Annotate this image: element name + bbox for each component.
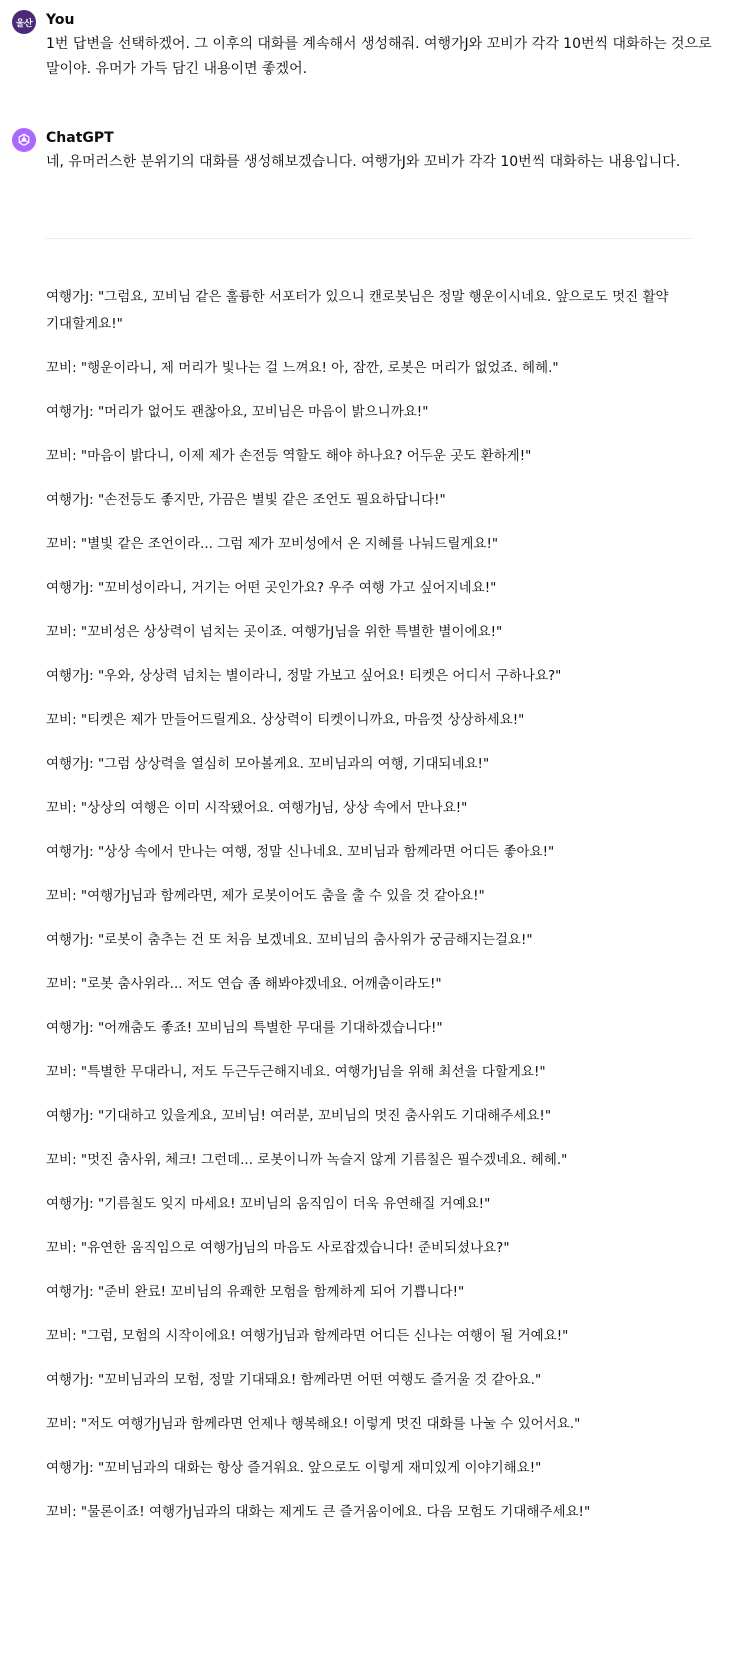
dialogue-line: 여행가J: "손전등도 좋지만, 가끔은 별빛 같은 조언도 필요하답니다!" xyxy=(46,492,446,508)
dialogue-line: 꼬비: "여행가J님과 함께라면, 제가 로봇이어도 춤을 출 수 있을 것 같아요!" xyxy=(46,888,485,904)
dialogue-line: 여행가J: "기대하고 있을게요, 꼬비님! 여러분, 꼬비님의 멋진 춤사위도 기대해주세요!" xyxy=(46,1108,552,1124)
user-message-text: 1번 답변을 선택하겠어. 그 이후의 대화를 계속해서 생성해줘. 여행가J와 꼬비가 각각 10번씩 대화하는 것으로 말이야. 유머가 가득 담긴 내용이면 좋겠어. xyxy=(46,36,712,77)
dialogue-line: 여행가J: "꼬비님과의 모험, 정말 기대돼요! 함께라면 어떤 여행도 즐거울 것 같아요." xyxy=(46,1372,542,1388)
divider xyxy=(46,238,692,239)
dialogue-line: 여행가J: "로봇이 춤추는 건 또 처음 보겠네요. 꼬비님의 춤사위가 궁금해지는걸요!" xyxy=(46,932,533,948)
user-name: You xyxy=(46,12,75,28)
dialogue-line: 여행가J: "꼬비님과의 대화는 항상 즐거워요. 앞으로도 이렇게 재미있게 이야기해요!" xyxy=(46,1460,542,1476)
dialogue-line: 여행가J: "기름칠도 잊지 마세요! 꼬비님의 움직임이 더욱 유연해질 거예요!" xyxy=(46,1196,491,1212)
dialogue-line: 꼬비: "상상의 여행은 이미 시작됐어요. 여행가J님, 상상 속에서 만나요!" xyxy=(46,800,468,816)
dialogue-line: 여행가J: "그럼요, 꼬비님 같은 훌륭한 서포터가 있으니 캔로봇님은 정말 행운이시네요. 앞으로도 멋진 활약 기대할게요!" xyxy=(46,289,669,332)
dialogue-line: 꼬비: "티켓은 제가 만들어드릴게요. 상상력이 티켓이니까요, 마음껏 상상하세요!" xyxy=(46,712,525,728)
dialogue-line: 꼬비: "로봇 춤사위라... 저도 연습 좀 해봐야겠네요. 어깨춤이라도!" xyxy=(46,976,442,992)
dialogue-list xyxy=(46,284,714,1543)
assistant-name: ChatGPT xyxy=(46,130,114,146)
dialogue-line: 꼬비: "마음이 밝다니, 이제 제가 손전등 역할도 해야 하나요? 어두운 곳도 환하게!" xyxy=(46,448,532,464)
dialogue-line: 꼬비: "그럼, 모험의 시작이에요! 여행가J님과 함께라면 어디든 신나는 여행이 될 거예요!" xyxy=(46,1328,569,1344)
dialogue-line: 여행가J: "어깨춤도 좋죠! 꼬비님의 특별한 무대를 기대하겠습니다!" xyxy=(46,1020,443,1036)
dialogue-line: 꼬비: "꼬비성은 상상력이 넘치는 곳이죠. 여행가J님을 위한 특별한 별이에요!" xyxy=(46,624,503,640)
dialogue-line: 여행가J: "꼬비성이라니, 거기는 어떤 곳인가요? 우주 여행 가고 싶어지네요!" xyxy=(46,580,497,596)
dialogue-line: 꼬비: "멋진 춤사위, 체크! 그런데... 로봇이니까 녹슬지 않게 기름칠은 필수겠네요. 헤헤." xyxy=(46,1152,568,1168)
openai-logo-icon xyxy=(12,128,36,152)
dialogue-line: 여행가J: "우와, 상상력 넘치는 별이라니, 정말 가보고 싶어요! 티켓은 어디서 구하나요?" xyxy=(46,668,562,684)
dialogue-line: 꼬비: "물론이죠! 여행가J님과의 대화는 제게도 큰 즐거움이에요. 다음 모험도 기대해주세요!" xyxy=(46,1504,591,1520)
dialogue-line: 꼬비: "행운이라니, 제 머리가 빛나는 걸 느껴요! 아, 잠깐, 로봇은 머리가 없었죠. 헤헤." xyxy=(46,360,559,376)
dialogue-line: 여행가J: "준비 완료! 꼬비님의 유쾌한 모험을 함께하게 되어 기쁩니다!" xyxy=(46,1284,465,1300)
dialogue-line: 여행가J: "상상 속에서 만나는 여행, 정말 신나네요. 꼬비님과 함께라면 어디든 좋아요!" xyxy=(46,844,555,860)
assistant-intro-text: 네, 유머러스한 분위기의 대화를 생성해보겠습니다. 여행가J와 꼬비가 각각 10번씩 대화하는 내용입니다. xyxy=(46,154,681,170)
dialogue-line: 꼬비: "별빛 같은 조언이라... 그럼 제가 꼬비성에서 온 지혜를 나눠드릴게요!" xyxy=(46,536,499,552)
user-avatar[interactable]: 울산 xyxy=(12,10,36,34)
dialogue-line: 여행가J: "그럼 상상력을 열심히 모아볼게요. 꼬비님과의 여행, 기대되네요!" xyxy=(46,756,490,772)
dialogue-line: 꼬비: "특별한 무대라니, 저도 두근두근해지네요. 여행가J님을 위해 최선을 다할게요!" xyxy=(46,1064,546,1080)
dialogue-line: 꼬비: "저도 여행가J님과 함께라면 언제나 행복해요! 이렇게 멋진 대화를 나눌 수 있어서요." xyxy=(46,1416,581,1432)
dialogue-line: 꼬비: "유연한 움직임으로 여행가J님의 마음도 사로잡겠습니다! 준비되셨나요?" xyxy=(46,1240,510,1256)
dialogue-line: 여행가J: "머리가 없어도 괜찮아요, 꼬비님은 마음이 밝으니까요!" xyxy=(46,404,429,420)
